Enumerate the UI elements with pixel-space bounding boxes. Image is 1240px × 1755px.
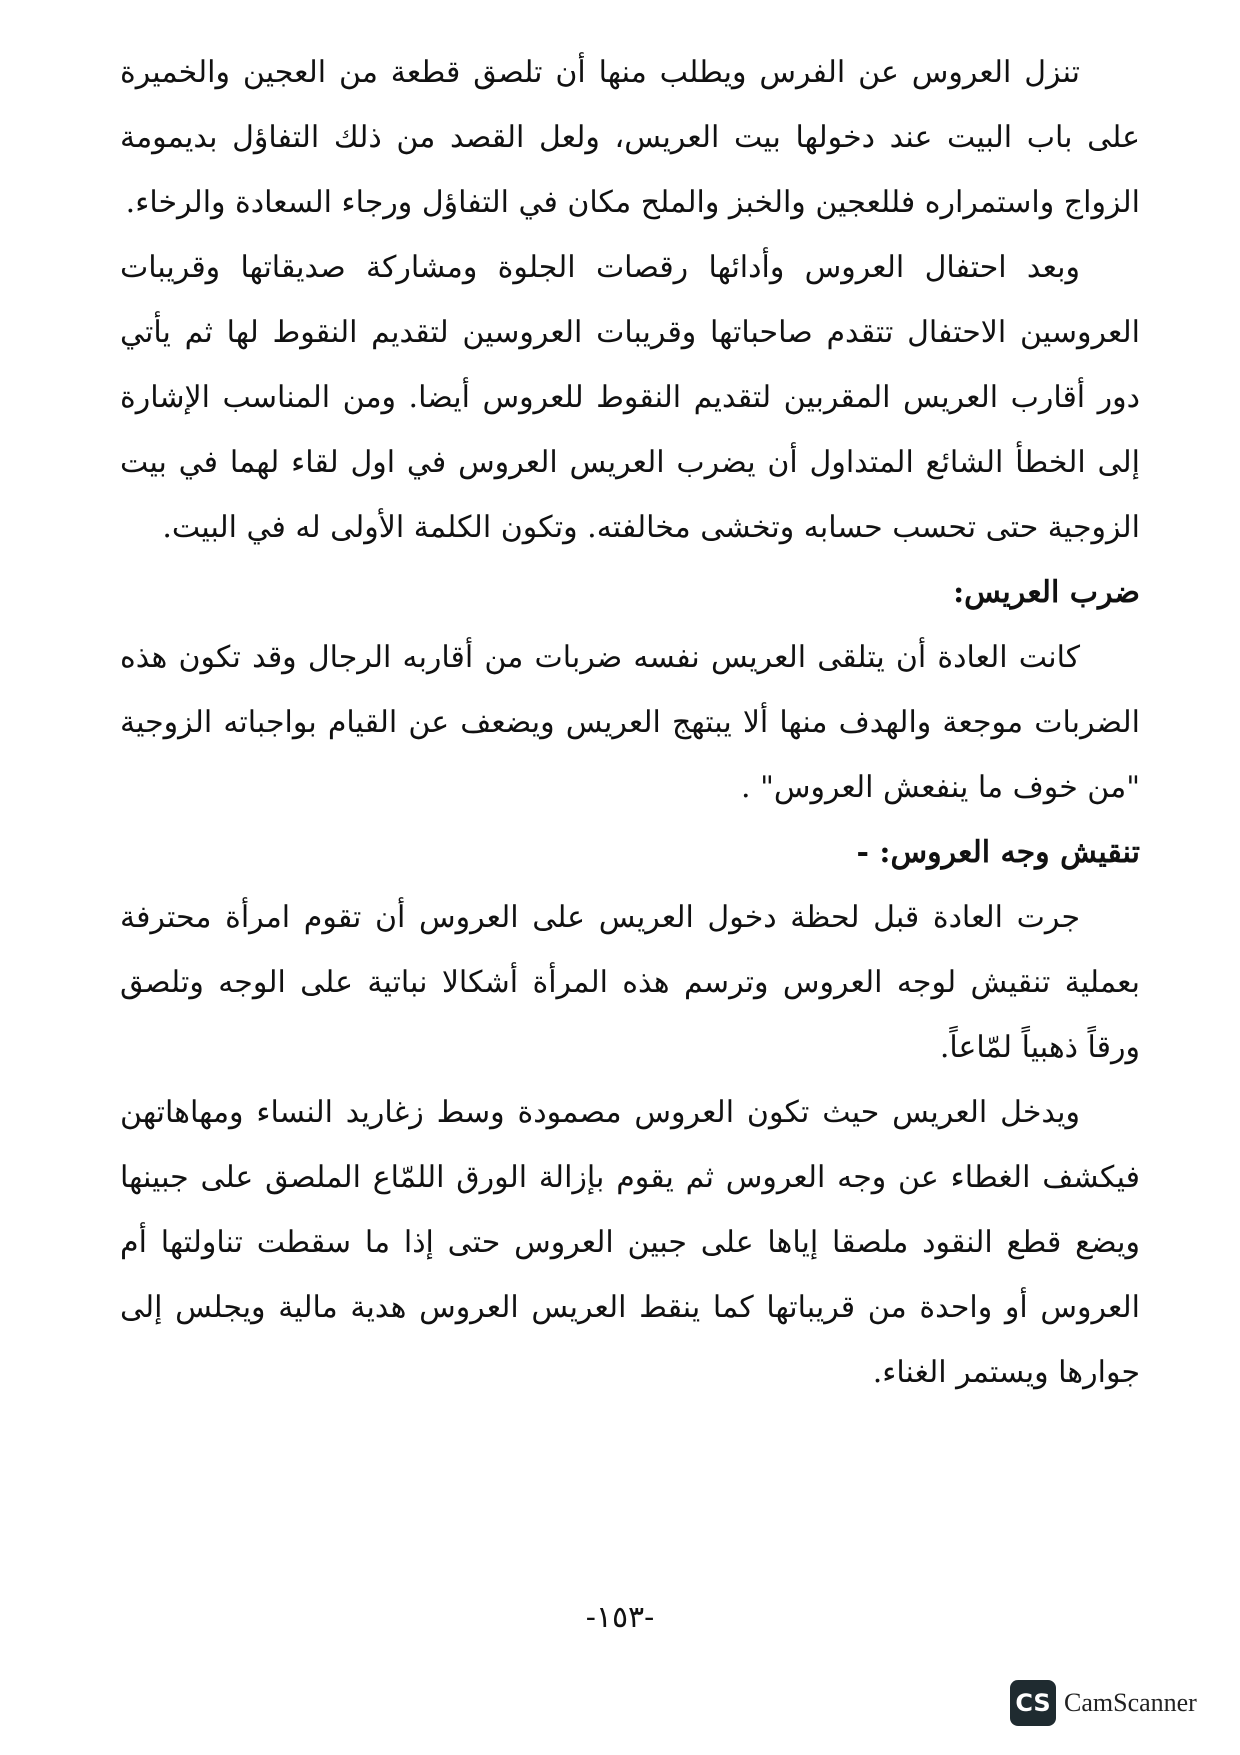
camscanner-logo-icon: CS (1010, 1680, 1056, 1726)
camscanner-brand-label: CamScanner (1064, 1688, 1197, 1717)
page-number: -١٥٣- (585, 1600, 655, 1635)
camscanner-watermark (1010, 1680, 1197, 1726)
document-body (120, 40, 1140, 1405)
heading-bride-face-decoration: تنقيش وجه العروس: - (856, 835, 1140, 870)
paragraph-face-decoration: جرت العادة قبل لحظة دخول العريس على العروس أن تقوم امرأة محترفة بعملية تنقيش لوجه العروس وترسم هذه المرأة أشكالا نباتية على الوجه وتلصق ورقاً ذهبياً لمّاعاً. (120, 900, 1140, 1065)
paragraph-groom-beating: كانت العادة أن يتلقى العريس نفسه ضربات من أقاربه الرجال وقد تكون هذه الضربات موجعة والهدف منها ألا يبتهج العريس ويضعف عن القيام بواجباته الزوجية "من خوف ما ينفعش العروس" . (120, 640, 1140, 805)
paragraph-bride-dough: تنزل العروس عن الفرس ويطلب منها أن تلصق قطعة من العجين والخميرة على باب البيت عند دخولها بيت العريس، ولعل القصد من ذلك التفاؤل بديمومة الزواج واستمراره فللعجين والخبز والملح مكان في التفاؤل ورجاء السعادة والرخاء. (120, 55, 1140, 220)
paragraph-bride-celebration: وبعد احتفال العروس وأدائها رقصات الجلوة ومشاركة صديقاتها وقريبات العروسين الاحتفال تتقدم صاحباتها وقريبات العروسين لتقديم النقوط لها ثم يأتي دور أقارب العريس المقربين لتقديم النقوط للعروس أيضا. ومن المناسب الإشارة إلى الخطأ الشائع المتداول أن يضرب العريس العروس في اول لقاء لهما في بيت الزوجية حتى تحسب حسابه وتخشى مخالفته. وتكون الكلمة الأولى له في البيت. (120, 250, 1140, 545)
heading-groom-beating: ضرب العريس: (953, 575, 1140, 610)
paragraph-groom-entrance: ويدخل العريس حيث تكون العروس مصمودة وسط زغاريد النساء ومهاهاتهن فيكشف الغطاء عن وجه العروس ثم يقوم بإزالة الورق اللمّاع الملصق على جبينها ويضع قطع النقود ملصقا إياها على جبين العروس حتى إذا ما سقطت تناولتها أم العروس أو واحدة من قريباتها كما ينقط العريس العروس هدية مالية ويجلس إلى جوارها ويستمر الغناء. (120, 1095, 1140, 1390)
